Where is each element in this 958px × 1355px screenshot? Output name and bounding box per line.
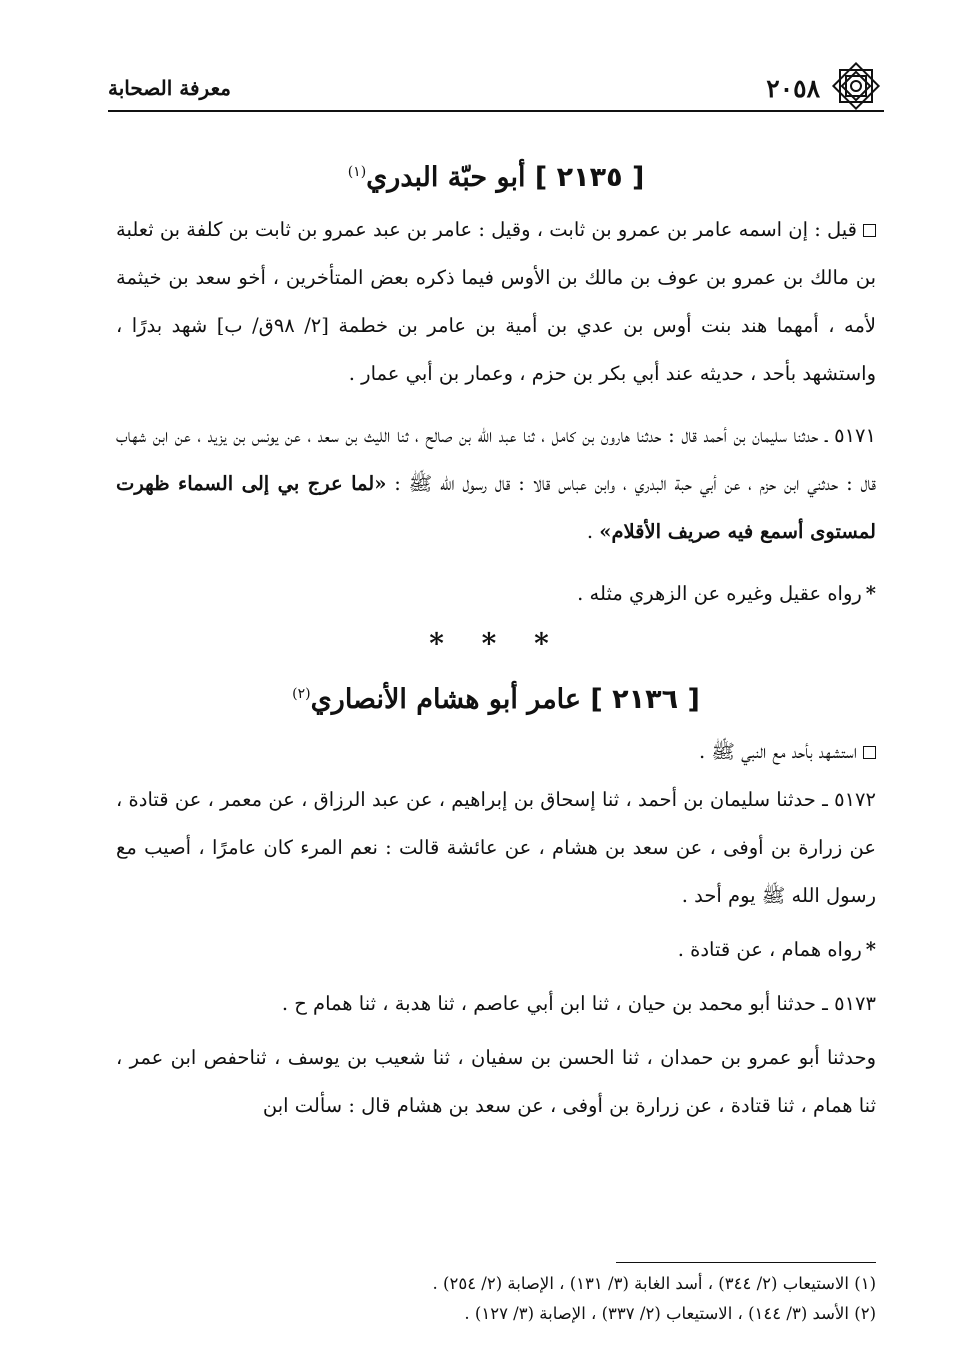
footnote-ref: (١) bbox=[347, 164, 367, 180]
footnote-ref: (٢) bbox=[292, 686, 311, 702]
page-content bbox=[116, 150, 876, 1130]
entry-number: [ ٢١٣٦ ] bbox=[590, 684, 700, 715]
hadith-chain: ٥١٧١ ـ حدثنا سليمان بن أحمد قال : حدثنا هارون بن كامل ، ثنا عبد الله بن صالح ، ثنا الليث بن سعد ، عن يونس بن يزيد ، عن ابن شهاب قال : حدثني ابن حزم ، عن أبي حبة البدري ، وابن عباس قالا : قال رسول الله ﷺ : bbox=[116, 424, 877, 495]
footnotes bbox=[116, 1262, 876, 1329]
hadith-5173-continuation: وحدثنا أبو عمرو بن حمدان ، ثنا الحسن بن سفيان ، ثنا شعيب بن يوسف ، ثناحفص ابن عمر ، ثنا همام ، ثنا قتادة ، عن زرارة بن أوفى ، عن سعد بن هشام قال : سألت ابن bbox=[116, 1046, 876, 1117]
entry-name: عامر أبو هشام الأنصاري bbox=[310, 684, 581, 715]
page-number: ٢٠٥٨ bbox=[766, 74, 820, 103]
square-bullet-icon bbox=[863, 746, 876, 759]
footnote-1: (١) الاستيعاب (٢/ ٣٤٤) ، أسد الغابة (٣/ ١٣١) ، الإصابة (٢/ ٢٥٤) . bbox=[432, 1274, 876, 1293]
entry-title-2135 bbox=[116, 150, 876, 200]
footnote-2: (٢) الأسد (٣/ ١٤٤) ، الاستيعاب (٢/ ٣٣٧) ، الإصابة (٣/ ١٢٧) . bbox=[464, 1304, 876, 1323]
star-ornament-icon bbox=[828, 58, 884, 114]
section-separator: * * * bbox=[429, 627, 563, 660]
hadith-5171: ٥١٧١ ـ حدثنا سليمان بن أحمد قال : حدثنا هارون بن كامل ، ثنا عبد الله بن صالح ، ثنا الليث بن سعد ، عن يونس بن يزيد ، عن ابن شهاب قال : حدثني ابن حزم ، عن أبي حبة البدري ، وابن عباس قالا : قال رسول الله ﷺ : «لما عرج بي إلى السماء ظهرت لمستوى أسمع فيه صريف الأقلام» . bbox=[116, 424, 877, 543]
entry-intro: قيل : إن اسمه عامر بن عمرو بن ثابت ، وقيل : عامر بن عبد عمرو بن ثابت بن كلفة بن ثعلبة بن مالك بن عمرو بن عوف بن مالك بن الأوس فيما ذكره بعض المتأخرين ، أخو سعد بن خيثمة لأمه ، أمهما هند بنت أوس بن عدي بن أمية بن عامر بن خطمة [٢/ ٩٨ق/ ب] شهد بدرًا ، واستشهد بأحد ، حديثه عند أبي بكر بن حزم ، وعمار بن أبي عمار . bbox=[116, 218, 877, 385]
entry-title-2136 bbox=[116, 672, 876, 722]
entry-number: [ ٢١٣٥ ] bbox=[534, 162, 645, 193]
hadith-text: «لما عرج بي إلى السماء ظهرت لمستوى أسمع فيه صريف الأقلام» bbox=[116, 472, 876, 543]
entry-name: أبو حبّة البدري bbox=[366, 162, 526, 193]
page-header bbox=[108, 58, 884, 114]
entry-intro: استشهد بأحد مع النبي ﷺ . bbox=[116, 728, 876, 776]
square-bullet-icon bbox=[863, 224, 876, 237]
hadith-5172: ٥١٧٢ ـ حدثنا سليمان بن أحمد ، ثنا إسحاق بن إبراهيم ، عن عبد الرزاق ، عن معمر ، عن قتادة ، عن زرارة بن أوفى ، عن سعد بن هشام ، عن عائشة قالت : نعم المرء كان عامرًا ، أصيب مع رسول الله ﷺ يوم أحد . bbox=[116, 788, 876, 907]
footnote-rule bbox=[616, 1262, 876, 1263]
narration-note: *رواه عقيل وغيره عن الزهري مثله . bbox=[577, 582, 876, 605]
running-title: معرفة الصحابة bbox=[108, 76, 231, 100]
hadith-5173: ٥١٧٣ ـ حدثنا أبو محمد بن حيان ، ثنا ابن أبي عاصم ، ثنا هدبة ، ثنا همام ح . bbox=[281, 992, 876, 1015]
header-rule bbox=[108, 110, 884, 112]
asterisk-icon: * bbox=[865, 582, 876, 605]
asterisk-icon: * bbox=[865, 938, 876, 961]
narration-note: *رواه همام ، عن قتادة . bbox=[677, 938, 876, 961]
